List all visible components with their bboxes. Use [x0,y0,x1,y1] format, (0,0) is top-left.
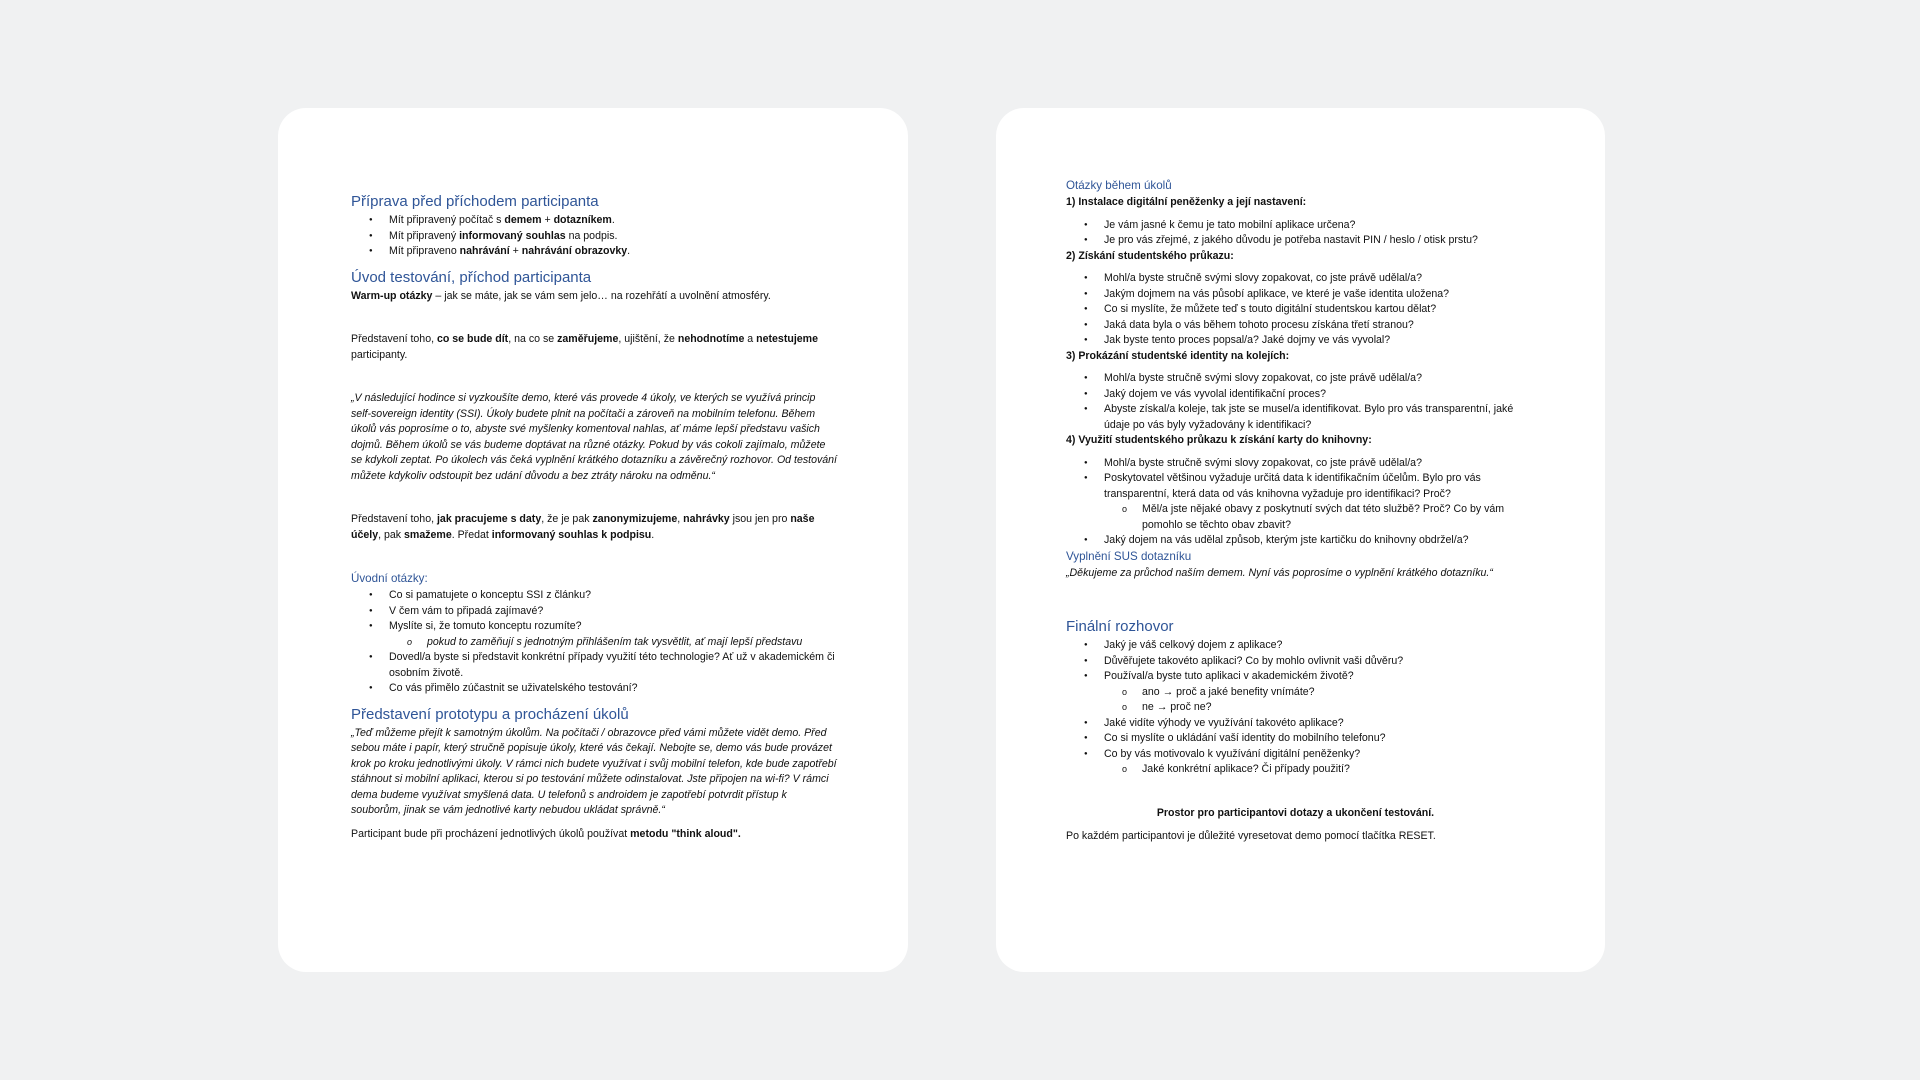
task-3-heading: 3) Prokázání studentské identity na kolejích: [1066,349,1290,362]
task-1-heading: 1) Instalace digitální peněženky a její nastavení: [1066,196,1307,208]
list-item: ● Mohl/a byste stručně svými slovy zopakovat, co jste právě udělal/a? [1104,271,1525,287]
list-item: ● Mít připravený informovaný souhlas na podpis. [389,229,838,245]
final-interview-list [1066,638,1525,778]
task-4-heading: 4) Využití studentského průkazu k získání karty do knihovny: [1066,434,1372,446]
list-item: ● Je pro vás zřejmé, z jakého důvodu je potřeba nastavit PIN / heslo / otisk prstu? [1104,233,1525,249]
list-item: ● Myslíte si, že tomuto konceptu rozumíte? o pokud to zaměňují s jednotným přihlášením tak vysvětlit, ať mají lepší představu [389,619,838,650]
task-3-list [1066,371,1525,433]
list-item: ● Jak byste tento proces popsal/a? Jaké dojmy ve vás vyvolal? [1104,333,1525,349]
task-2-list [1066,271,1525,349]
intro-quote: „V následující hodince si vyzkoušíte demo, které vás provede 4 úkoly, ve kterých se využívá princip self-sovereign identity (SSI). Úkoly budete plnit na počítači a zároveň na mobilním telefonu. Během úkolů vás poprosíme o to, abyste své myšlenky komentoval nahlas, ať máme lepší představu vašich dojmů. Během úkolů se vás budeme doptávat na různé otázky. Pokud by vás cokoli zajímalo, můžete se kdykoli zeptat. Po úkolech vás čeká vyplnění krátkého dotazníku a závěrečný rozhovor. Od testování můžete kdykoliv odstoupit bez udání důvodu a bez ztráty nároku na odměnu.“ [351,392,838,482]
sub-list-item: o ne → proč ne? [1142,700,1525,716]
list-item: ● Jakým dojmem na vás působí aplikace, ve které je vaše identita uložena? [1104,287,1525,303]
list-item: ● Mohl/a byste stručně svými slovy zopakovat, co jste právě udělal/a? [1104,456,1525,472]
list-item: ● Jaký dojem ve vás vyvolal identifikační proces? [1104,387,1525,403]
document-page-2 [996,108,1605,972]
list-item: ● Abyste získal/a koleje, tak jste se musel/a identifikovat. Bylo pro vás transparentní, jaké údaje po vás byly vyžadovány k identifikaci? [1104,402,1525,433]
list-item: ● Dovedl/a byste si představit konkrétní případy využití této technologie? Ať už v akademickém či osobním životě. [389,650,838,681]
think-aloud-paragraph: Participant bude při procházení jednotlivých úkolů používat metodu "think aloud". [351,827,741,840]
list-item: ● V čem vám to připadá zajímavé? [389,604,838,620]
heading-prototype: Představení prototypu a procházení úkolů [351,705,629,723]
opening-questions-list [351,588,838,697]
list-item: ● Mít připraveno nahrávání + nahrávání obrazovky. [389,244,838,260]
sub-list-item: o pokud to zaměňují s jednotným přihlášením tak vysvětlit, ať mají lepší představu [427,635,838,651]
list-item: ● Jaký dojem na vás udělal způsob, kterým jste kartičku do knihovny obdržel/a? [1104,533,1525,549]
preparation-list [351,213,838,260]
reset-note: Po každém participantovi je důležité vyresetovat demo pomocí tlačítka RESET. [1066,830,1436,842]
heading-sus: Vyplnění SUS dotazníku [1066,549,1192,563]
heading-final-interview: Finální rozhovor [1066,618,1174,635]
list-item: ● Jaké vidíte výhody ve využívání takovéto aplikace? [1104,716,1525,732]
list-item: ● Je vám jasné k čemu je tato mobilní aplikace určena? [1104,218,1525,234]
list-item: ● Co si pamatujete o konceptu SSI z článku? [389,588,838,604]
warmup-paragraph: Warm-up otázky – jak se máte, jak se vám sem jelo… na rozehřátí a uvolnění atmosféry. [351,289,771,302]
list-item: ● Co si myslíte, že můžete teď s touto digitální studentskou kartou dělat? [1104,302,1525,318]
heading-preparation: Příprava před příchodem participanta [351,193,599,210]
heading-opening-questions: Úvodní otázky: [351,572,428,585]
list-item: ● Jaká data byla o vás během tohoto procesu získána třetí stranou? [1104,318,1525,334]
sub-list-item: o ano → proč a jaké benefity vnímáte? [1142,685,1525,701]
sus-quote: „Děkujeme za průchod naším demem. Nyní vás poprosíme o vyplnění krátkého dotazníku.“ [1066,566,1493,579]
task-1-list [1066,218,1525,249]
list-item: ● Co si myslíte o ukládání vaší identity do mobilního telefonu? [1104,731,1525,747]
closing-statement: Prostor pro participantovi dotazy a ukončení testování. [1156,806,1435,819]
task-2-heading: 2) Získání studentského průkazu: [1066,249,1234,262]
sub-list-item: o Jaké konkrétní aplikace? Či případy použití? [1142,762,1525,778]
list-item: ● Důvěřujete takovéto aplikaci? Co by mohlo ovlivnit vaši důvěru? [1104,654,1525,670]
document-page-1 [278,108,908,972]
list-item: ● Co vás přimělo zúčastnit se uživatelského testování? [389,681,838,697]
prototype-quote: „Teď můžeme přejít k samotným úkolům. Na počítači / obrazovce před vámi můžete vidět demo. Před sebou máte i papír, který stručně popisuje úkoly, které vás čekají. Nebojte se, demo vás bude provázet krok po kroku jednotlivými úkoly. V rámci nich budete využívat i svůj mobilní telefon, kde bude zapotřebí stáhnout si mobilní aplikaci, kterou si po testování můžete odinstalovat. Jste připojen na wi-fi? V rámci dema budeme využívat smyšlená data. U telefonů s androidem je zapotřebí potvrdit přístup k souborům, jinak se vám jednotlivé karty nebudou ukládat správně.“ [351,726,837,816]
sub-list-item: o Měl/a jste nějaké obavy z poskytnutí svých dat této službě? Proč? Co by vám pomohlo se těchto obav zbavit? [1142,502,1525,533]
data-handling-paragraph: Představení toho, jak pracujeme s daty, že je pak zanonymizujeme, nahrávky jsou jen pro naše účely, pak smažeme. Předat informovaný souhlas k podpisu. [351,513,815,541]
presentation-paragraph: Představení toho, co se bude dít, na co se zaměřujeme, ujištění, že nehodnotíme a netestujeme participanty. [351,333,818,361]
list-item: ● Mít připravený počítač s demem + dotazníkem. [389,213,838,229]
list-item: ● Používal/a byste tuto aplikaci v akademickém životě? o ano → proč a jaké benefity vnímáte? o ne → proč ne? [1104,669,1525,716]
list-item: ● Jaký je váš celkový dojem z aplikace? [1104,638,1525,654]
heading-task-questions: Otázky během úkolů [1066,179,1172,192]
list-item: ● Mohl/a byste stručně svými slovy zopakovat, co jste právě udělal/a? [1104,371,1525,387]
heading-introduction: Úvod testování, příchod participanta [351,268,592,286]
list-item: ● Poskytovatel většinou vyžaduje určitá data k identifikačním účelům. Bylo pro vás transparentní, která data od vás knihovna vyžaduje pro identifikaci? Proč? o Měl/a jste nějaké obavy z poskytnutí svých dat této službě? Proč? Co by vám pomohlo se těchto obav zbavit? [1104,471,1525,533]
task-4-list [1066,456,1525,549]
list-item: ● Co by vás motivovalo k využívání digitální peněženky? o Jaké konkrétní aplikace? Či případy použití? [1104,747,1525,778]
